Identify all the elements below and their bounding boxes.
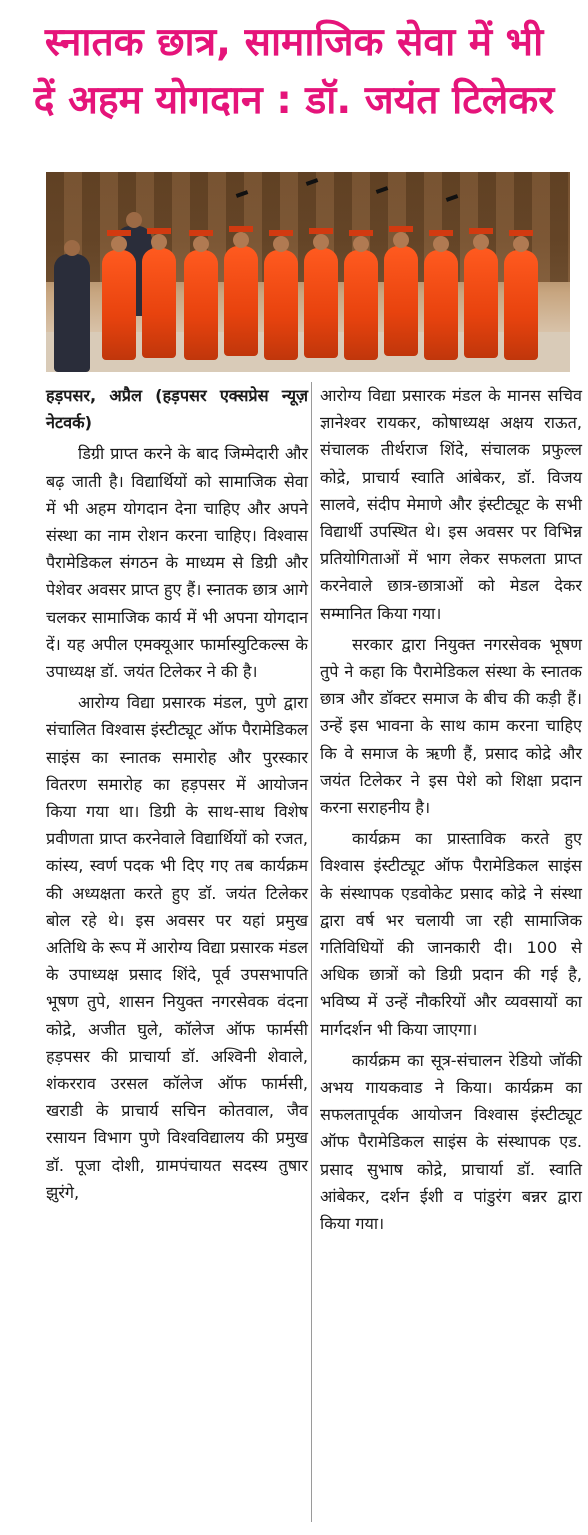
article-paragraph: कार्यक्रम का प्रास्ताविक करते हुए विश्वास इंस्टीट्यूट ऑफ पैरामेडिकल साइंस के संस्थापक एडवोकेट प्रसाद कोद्रे ने संस्था द्वारा वर्ष भर चलायी जा रही सामाजिक गतिविधियों की जानकारी दी। 100 से अधिक छात्रों को डिग्री प्रदान की गई है, भविष्य में उन्हें नौकरियों और व्यवसायों का मार्गदर्शन भी किया जाएगा।	[320, 829, 582, 1039]
article-paragraph	[46, 382, 308, 436]
article-column-left	[46, 382, 308, 1206]
graduate	[464, 248, 498, 358]
article-paragraph: डिग्री प्राप्त करने के बाद जिम्मेदारी और बढ़ जाती है। विद्यार्थियों को सामाजिक सेवा में भी अहम योगदान देना चाहिए और अपने संस्था का नाम रोशन करना चाहिए। विश्वास पैरामेडिकल संगठन के माध्यम से डिग्री और पेशेवर अवसर प्राप्त हुए हैं। स्नातक छात्र आगे चलकर सामाजिक कार्य में भी अपना योगदान दें। यह अपील एमक्यूआर फार्मास्युटिकल्स के उपाध्यक्ष डॉ. जयंत टिलेकर ने की है।	[46, 444, 308, 682]
graduate	[102, 250, 136, 360]
graduate	[384, 246, 418, 356]
article-paragraph: कार्यक्रम का सूत्र-संचालन रेडियो जॉकी अभय गायकवाड ने किया। कार्यक्रम का सफलतापूर्वक आयोजन विश्वास इंस्टीट्यूट ऑफ पैरामेडिकल साइंस के संस्थापक एड. प्रसाद सुभाष कोद्रे, प्राचार्या डॉ. स्वाति आंबेकर, दर्शन ईशी व पांडुरंग बन्नर द्वारा किया गया।	[320, 1050, 582, 1234]
graduate	[504, 250, 538, 360]
article-column-right	[320, 382, 582, 1237]
column-divider	[311, 382, 312, 1522]
article-paragraph: सरकार द्वारा नियुक्त नगरसेवक भूषण तुपे ने कहा कि पैरामेडिकल संस्था के स्नातक छात्र और डॉक्टर समाज के बीच की कड़ी हैं। उन्हें इस भावना के साथ काम करना चाहिए कि वे समाज के ऋणी हैं, प्रसाद कोद्रे और जयंत टिलेकर ने इस पेशे को शिक्षा प्रदान करना सराहनीय है।	[320, 634, 582, 818]
group-graduation-photo	[46, 172, 570, 372]
photo-people	[46, 232, 570, 372]
headline	[0, 14, 588, 130]
graduate	[344, 250, 378, 360]
graduate	[224, 246, 258, 356]
graduate	[142, 248, 176, 358]
graduate	[264, 250, 298, 360]
headline-line-1: स्नातक छात्र, सामाजिक सेवा में भी	[44, 20, 544, 65]
graduate	[304, 248, 338, 358]
person-in-suit	[54, 254, 90, 372]
headline-line-2: दें अहम योगदान : डॉ. जयंत टिलेकर	[33, 78, 555, 123]
article-paragraph: आरोग्य विद्या प्रसारक मंडल, पुणे द्वारा संचालित विश्वास इंस्टीट्यूट ऑफ पैरामेडिकल साइंस का स्नातक समारोह और पुरस्कार वितरण समारोह का हड़पसर में आयोजन किया गया था। डिग्री के साथ-साथ विशेष प्रवीणता प्राप्त करनेवाले विद्यार्थियों को रजत, कांस्य, स्वर्ण पदक भी दिए गए तब कार्यक्रम की अध्यक्षता करते हुए डॉ. जयंत टिलेकर बोल रहे थे। इस अवसर पर यहां प्रमुख अतिथि के रूप में आरोग्य विद्या प्रसारक मंडल के उपाध्यक्ष प्रसाद शिंदे, पूर्व उपसभापति भूषण तुपे, शासन नियुक्त नगरसेवक वंदना कोद्रे, अजीत घुले, कॉलेज ऑफ फार्मसी हड़पसर की प्राचार्या डॉ. अश्विनी शेवाले, शंकरराव उरसल कॉलेज ऑफ फार्मसी, खराडी के प्राचार्य सचिन कोतवाल, जैव रसायन विभाग पुणे विश्वविद्यालय की प्रमुख डॉ. पूजा दोशी, ग्रामपंचायत सदस्य तुषार झुरंगे,	[46, 693, 308, 1202]
graduate	[184, 250, 218, 360]
graduate	[424, 250, 458, 360]
article-paragraph: आरोग्य विद्या प्रसारक मंडल के मानस सचिव ज्ञानेश्वर रायकर, कोषाध्यक्ष अक्षय राऊत, संचालक तीर्थराज शिंदे, संचालक प्रफुल्ल कोद्रे, प्राचार्य स्वाति आंबेकर, डॉ. विजय सालवे, संदीप मेमाणे और इंस्टीट्यूट के सभी विद्यार्थी उपस्थित थे। इस अवसर पर विभिन्न प्रतियोगिताओं में भाग लेकर सफलता प्राप्त करनेवाले छात्र-छात्राओं को मेडल देकर सम्मानित किया गया।	[320, 386, 582, 623]
dateline: हड़पसर, अप्रैल (हड़पसर एक्सप्रेस न्यूज़ नेटवर्क)	[46, 386, 308, 433]
